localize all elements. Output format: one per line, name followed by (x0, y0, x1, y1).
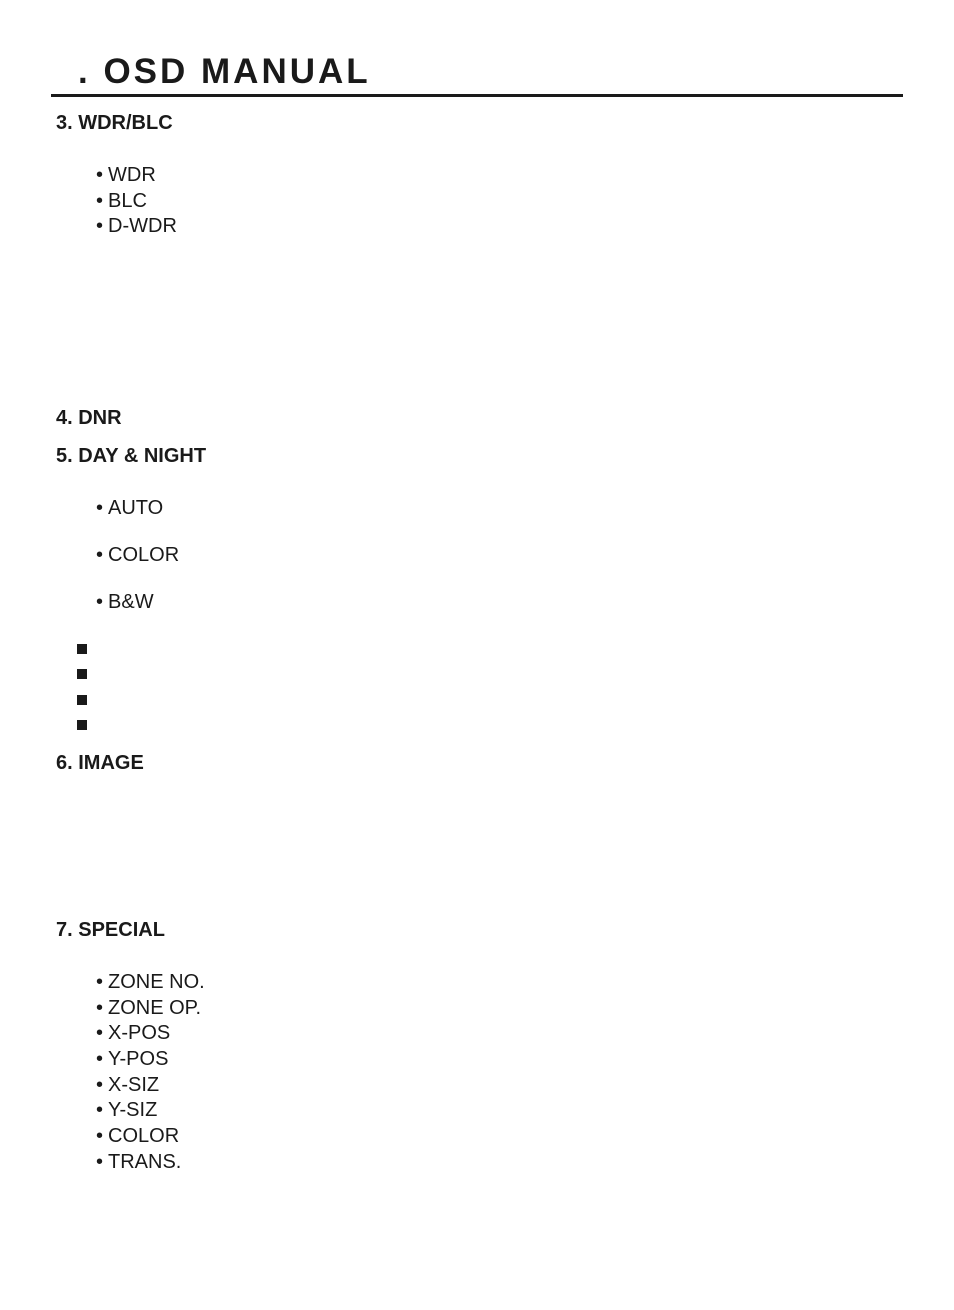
bullet-dot: • (96, 1048, 104, 1070)
section-heading-day-night: 5. DAY & NIGHT (56, 445, 207, 467)
list-item-auto: • AUTO (96, 497, 164, 519)
bullet-dot: • (96, 997, 104, 1019)
list-item-x-pos: • X-POS (96, 1022, 171, 1044)
list-item-color: • COLOR (96, 544, 180, 566)
bullet-dot: • (96, 215, 104, 237)
section-heading-special: 7. SPECIAL (56, 919, 165, 941)
list-item-x-siz: • X-SIZ (96, 1074, 160, 1096)
list-item-zone-no: • ZONE NO. (96, 971, 205, 993)
list-item-trans: • TRANS. (96, 1151, 182, 1173)
list-item-wdr: • WDR (96, 164, 156, 186)
list-item-blc: • BLC (96, 190, 147, 212)
page-title: . OSD MANUAL (78, 52, 371, 91)
bullet-dot: • (96, 497, 104, 519)
bullet-dot: • (96, 190, 104, 212)
bullet-dot: • (96, 591, 104, 613)
bullet-dot: • (96, 1022, 104, 1044)
section-heading-image: 6. IMAGE (56, 752, 144, 774)
list-item-zone-op: • ZONE OP. (96, 997, 202, 1019)
bullet-dot: • (96, 1125, 104, 1147)
list-item-y-pos: • Y-POS (96, 1048, 169, 1070)
bullet-dot: • (96, 1099, 104, 1121)
note-marker (77, 720, 87, 730)
bullet-dot: • (96, 164, 104, 186)
section-heading-wdr-blc: 3. WDR/BLC (56, 112, 173, 134)
bullet-dot: • (96, 1074, 104, 1096)
list-item-y-siz: • Y-SIZ (96, 1099, 158, 1121)
note-marker (77, 695, 87, 705)
list-item-color-special: • COLOR (96, 1125, 180, 1147)
bullet-dot: • (96, 1151, 104, 1173)
list-item-bw: • B&W (96, 591, 154, 613)
note-marker (77, 669, 87, 679)
bullet-dot: • (96, 544, 104, 566)
list-item-d-wdr: • D-WDR (96, 215, 177, 237)
title-rule (51, 94, 903, 97)
note-marker (77, 644, 87, 654)
section-heading-dnr: 4. DNR (56, 407, 122, 429)
bullet-dot: • (96, 971, 104, 993)
